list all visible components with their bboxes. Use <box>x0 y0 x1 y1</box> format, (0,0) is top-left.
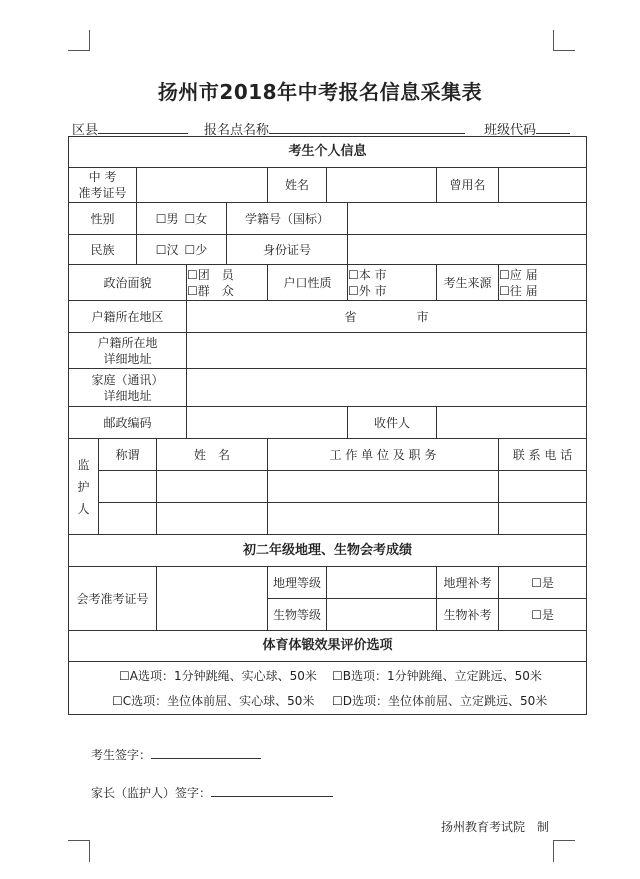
guardian-col-phone: 联 系 电 话 <box>499 439 587 471</box>
crop-mark-bottom-right <box>553 840 575 841</box>
province-label: 省 <box>344 309 357 324</box>
former-name-input[interactable] <box>499 168 587 203</box>
geography-makeup-label: 地理补考 <box>437 567 499 599</box>
ethnicity-options <box>137 235 227 265</box>
name-input[interactable] <box>327 168 437 203</box>
site-name-label: 报名点名称 <box>204 123 270 138</box>
student-signature-blank[interactable] <box>151 746 261 759</box>
guardian-2-phone[interactable] <box>499 503 587 535</box>
pe-option-b-checkbox[interactable]: ☐B选项：1分钟跳绳、立定跳远、50米 <box>332 669 542 683</box>
exam-number-label: 中 考 准考证号 <box>69 168 137 203</box>
student-source-options <box>499 265 587 301</box>
pe-options <box>69 662 587 715</box>
section-pe-title: 体育体锻效果评价选项 <box>69 631 587 662</box>
crop-mark-bottom-right <box>553 840 554 862</box>
political-status-options <box>187 265 268 301</box>
parent-signature-blank[interactable] <box>211 784 333 797</box>
gender-female-checkbox[interactable]: ☐女 <box>184 211 208 226</box>
gender-label: 性别 <box>69 203 137 235</box>
geography-makeup-checkbox[interactable]: ☐是 <box>499 567 587 599</box>
former-name-label: 曾用名 <box>437 168 499 203</box>
guardian-2-employer[interactable] <box>268 503 499 535</box>
student-id-input[interactable] <box>348 203 587 235</box>
political-masses-checkbox[interactable]: ☐群 众 <box>187 283 234 298</box>
student-id-label: 学籍号（国标） <box>227 203 348 235</box>
guardian-col-employer: 工 作 单 位 及 职 务 <box>268 439 499 471</box>
ethnicity-minority-checkbox[interactable]: ☐少 <box>184 242 208 257</box>
biology-level-input[interactable] <box>327 599 437 631</box>
id-card-label: 身份证号 <box>227 235 348 265</box>
biology-makeup-checkbox[interactable]: ☐是 <box>499 599 587 631</box>
hukou-type-options <box>348 265 437 301</box>
home-address-input[interactable] <box>187 369 587 407</box>
political-league-checkbox[interactable]: ☐团 员 <box>187 267 234 282</box>
crop-mark-top-right <box>553 50 575 51</box>
crop-mark-top-left <box>89 30 90 51</box>
guardian-label: 监 护 人 <box>69 439 99 535</box>
guardian-col-name: 姓 名 <box>157 439 268 471</box>
form-title: 扬州市2018年中考报名信息采集表 <box>157 80 483 104</box>
biology-makeup-label: 生物补考 <box>437 599 499 631</box>
student-signature-label: 考生签字： <box>91 748 152 762</box>
crop-mark-bottom-left <box>68 840 90 841</box>
hukou-this-city-checkbox[interactable]: ☐本 市 <box>348 267 387 282</box>
guardian-1-name[interactable] <box>157 471 268 503</box>
gender-male-checkbox[interactable]: ☐男 <box>155 211 179 226</box>
site-name-blank[interactable] <box>269 121 465 134</box>
ethnicity-han-checkbox[interactable]: ☐汉 <box>155 242 179 257</box>
exam-number-input[interactable] <box>137 168 268 203</box>
home-address-label: 家庭（通讯） 详细地址 <box>69 369 187 407</box>
guardian-1-employer[interactable] <box>268 471 499 503</box>
hukou-type-label: 户口性质 <box>268 265 348 301</box>
ethnicity-label: 民族 <box>69 235 137 265</box>
geography-level-label: 地理等级 <box>268 567 327 599</box>
district-blank[interactable] <box>98 121 188 134</box>
grade8-exam-number-input[interactable] <box>157 567 268 631</box>
geography-level-input[interactable] <box>327 567 437 599</box>
source-fresh-checkbox[interactable]: ☐应 届 <box>499 267 538 282</box>
hukou-address-input[interactable] <box>187 333 587 369</box>
guardian-2-relation[interactable] <box>99 503 157 535</box>
grade8-exam-number-label: 会考准考证号 <box>69 567 157 631</box>
pe-option-d-checkbox[interactable]: ☐D选项：坐位体前屈、立定跳远、50米 <box>332 694 548 708</box>
hukou-other-city-checkbox[interactable]: ☐外 市 <box>348 283 387 298</box>
issuer-note: 扬州教育考试院 制 <box>441 820 550 834</box>
postcode-input[interactable] <box>187 407 348 439</box>
name-label: 姓名 <box>268 168 327 203</box>
pe-option-a-checkbox[interactable]: ☐A选项：1分钟跳绳、实心球、50米 <box>119 669 317 683</box>
recipient-input[interactable] <box>437 407 587 439</box>
hukou-region-label: 户籍所在地区 <box>69 301 187 333</box>
hukou-region-input[interactable] <box>187 301 587 333</box>
student-signature[interactable] <box>91 746 261 763</box>
source-past-checkbox[interactable]: ☐往 届 <box>499 283 538 298</box>
student-source-label: 考生来源 <box>437 265 499 301</box>
guardian-1-phone[interactable] <box>499 471 587 503</box>
crop-mark-top-right <box>553 30 554 51</box>
recipient-label: 收件人 <box>348 407 437 439</box>
pe-option-c-checkbox[interactable]: ☐C选项：坐位体前屈、实心球、50米 <box>112 694 315 708</box>
class-code-label: 班级代码 <box>484 123 537 138</box>
guardian-col-relation: 称谓 <box>99 439 157 471</box>
parent-signature[interactable] <box>91 784 333 801</box>
political-status-label: 政治面貌 <box>69 265 187 301</box>
section-grade8-title: 初二年级地理、生物会考成绩 <box>69 535 587 567</box>
postcode-label: 邮政编码 <box>69 407 187 439</box>
class-code-blank[interactable] <box>536 121 570 134</box>
parent-signature-label: 家长（监护人）签字： <box>91 786 212 800</box>
gender-options <box>137 203 227 235</box>
section-personal-title: 考生个人信息 <box>69 137 587 168</box>
crop-mark-bottom-left <box>89 840 90 862</box>
crop-mark-top-left <box>68 50 90 51</box>
city-label: 市 <box>416 309 429 324</box>
registration-form-table <box>68 136 587 715</box>
district-label: 区县 <box>72 123 99 138</box>
guardian-2-name[interactable] <box>157 503 268 535</box>
guardian-1-relation[interactable] <box>99 471 157 503</box>
biology-level-label: 生物等级 <box>268 599 327 631</box>
id-card-input[interactable] <box>348 235 587 265</box>
hukou-address-label: 户籍所在地 详细地址 <box>69 333 187 369</box>
